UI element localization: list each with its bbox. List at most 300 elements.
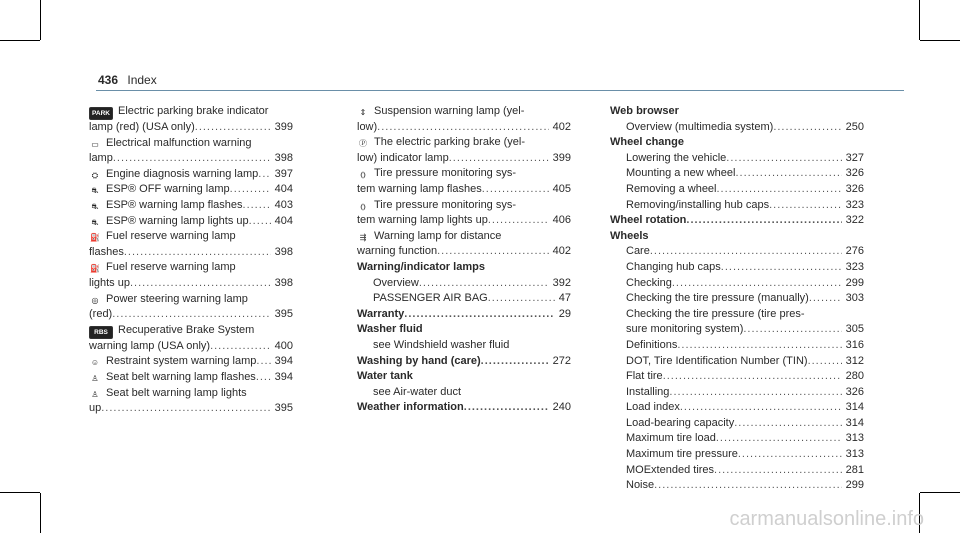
index-line [610,213,864,229]
page-ref: 272 [552,354,571,367]
index-entry [610,416,864,432]
entry-text: Care [626,245,650,258]
index-line [89,229,293,245]
page-ref: 29 [558,307,571,320]
entry-text: Suspension warning lamp (yel- [374,105,525,117]
index-line [357,354,571,370]
fuel-pump-icon: ⛽ [90,233,100,243]
entry-text: Load index [626,401,680,414]
entry-label [357,105,524,117]
tire-pressure-icon: ⦅⦆ [360,170,366,180]
index-entry [610,307,864,338]
index-line [357,260,571,276]
page-ref: 314 [845,416,864,429]
dot-leader [717,182,842,198]
entry-text: Removing/installing hub caps [626,198,770,211]
entry-label [626,151,726,167]
page-ref: 316 [845,338,864,351]
page-ref: 394 [274,370,293,383]
entry-label [357,230,501,242]
entry-text: Definitions [626,338,678,351]
entry-label [89,214,249,230]
entry-label [357,261,485,273]
index-entry [89,229,293,260]
crop-mark [40,0,41,40]
entry-label [626,308,805,320]
index-entry [357,104,571,135]
dot-leader [449,151,549,167]
entry-text: Fuel reserve warning lamp [106,261,236,274]
entry-text: see Windshield washer fluid [373,338,510,351]
entry-text: ESP® warning lamp lights up [106,214,249,227]
page-ref: 323 [845,260,864,273]
entry-text: Noise [626,479,655,492]
entry-label [89,324,254,336]
entry-label [357,182,482,198]
index-entry [610,104,864,120]
fuel-pump-icon: ⛽ [90,264,100,274]
esp-icon: ⛐ [91,217,99,227]
page-ref: 250 [845,120,864,133]
dot-leader [230,182,271,198]
header-rule [96,90,904,91]
index-line [357,307,571,323]
index-line [89,386,293,402]
entry-label [357,151,449,167]
page-ref: 281 [845,463,864,476]
entry-text: Electric parking brake indicator [118,105,269,117]
dot-leader [663,369,842,385]
tire-pressure-icon: ⦅⦆ [360,201,366,211]
dot-leader [437,244,549,260]
index-entry [357,276,571,292]
index-entry [89,370,293,386]
dot-leader [769,198,842,214]
index-line [357,400,571,416]
index-line [626,260,864,276]
entry-text: lamp [89,152,113,165]
page-number: 436 [98,73,119,87]
dot-leader [734,416,841,432]
entry-text: The electric parking brake (yel- [374,136,526,149]
crop-mark [0,492,40,493]
entry-label [357,307,404,323]
index-line [357,369,571,385]
index-line [610,135,864,151]
index-line [357,135,571,151]
entry-label [610,105,679,117]
index-column-2 [357,104,571,416]
index-line [626,322,864,338]
index-line [89,370,293,386]
entry-label [357,354,481,370]
entry-text: Tire pressure monitoring sys- [374,167,517,180]
index-entry [357,291,571,307]
entry-label [373,386,461,398]
index-entry [610,120,864,136]
page-ref: 399 [274,121,293,133]
entry-text: tem warning lamp lights up [357,214,488,227]
index-line [626,166,864,182]
index-line [89,276,293,292]
entry-text: Wheel rotation [610,214,687,227]
index-entry [610,244,864,260]
index-entry [610,182,864,198]
entry-label [89,137,252,149]
index-line [89,245,293,261]
index-line [626,478,864,494]
entry-label [610,230,649,242]
index-entry [357,198,571,229]
index-line [626,244,864,260]
entry-text: Power steering warning lamp [106,292,248,305]
entry-label [357,120,377,136]
index-entry [357,369,571,385]
entry-label [373,291,488,307]
index-line [626,369,864,385]
entry-text: Warning/indicator lamps [357,260,485,273]
entry-text: Installing [626,385,670,398]
index-entry [610,229,864,245]
dot-leader [726,151,841,167]
page-ref: 395 [274,308,293,321]
dot-leader [716,431,842,447]
index-line [89,354,293,370]
index-line [357,166,571,182]
entry-label [626,463,714,479]
dot-leader [773,120,841,136]
index-entry [89,182,293,198]
entry-label [626,338,677,354]
esp-icon: ⛐ [91,201,99,211]
entry-text: low) indicator lamp [357,151,449,164]
entry-text: Web browser [610,105,679,117]
index-column-1 [89,104,293,417]
crop-mark [920,492,960,493]
index-entry [89,323,293,355]
entry-label [89,387,247,399]
dot-leader [686,213,841,229]
index-entry [610,447,864,463]
page-header [98,73,157,87]
entry-text: ESP® warning lamp flashes [106,198,243,211]
index-column-3 [610,104,864,494]
entry-label [89,120,195,136]
entry-text: Electrical malfunction warning [106,136,252,149]
entry-text: Changing hub caps [626,260,721,273]
dot-leader [113,151,271,167]
entry-text: Seat belt warning lamp flashes [106,370,256,383]
page-ref: 326 [845,167,864,180]
index-line [89,167,293,183]
entry-text: Tire pressure monitoring sys- [374,198,517,211]
electrical-malfunction-icon: ▭ [91,139,99,149]
entry-label [626,166,735,182]
crop-mark [0,40,40,41]
index-line [610,104,864,120]
page-ref: 322 [845,214,864,227]
entry-label [626,385,669,401]
index-line [357,322,571,338]
dot-leader [714,463,842,479]
page-ref: 406 [552,214,571,227]
dot-leader [258,167,270,183]
page-ref: 314 [845,401,864,414]
page-ref: 323 [845,198,864,211]
entry-text: warning function [357,245,438,258]
index-entry [89,136,293,167]
dot-leader [419,276,549,292]
index-entry [610,213,864,229]
index-entry [610,276,864,292]
page-ref: 398 [274,245,293,258]
index-entry [357,166,571,197]
entry-label [610,136,684,148]
entry-label [357,213,488,229]
entry-label [626,447,738,463]
page-ref: 276 [845,245,864,258]
entry-label [626,416,734,432]
index-line [89,214,293,230]
seat-belt-icon: ♙ [91,389,99,399]
index-line [626,400,864,416]
index-line [89,182,293,198]
index-line [626,463,864,479]
entry-label [373,339,509,351]
page-ref: 400 [274,339,293,352]
index-line [626,431,864,447]
entry-text: Checking the tire pressure (tire pres- [626,307,805,320]
entry-text: lamp (red) (USA only) [89,121,195,133]
index-line [89,120,293,136]
index-line [357,213,571,229]
page-ref: 240 [552,401,571,414]
seat-belt-icon: ♙ [91,373,99,383]
page-ref: 392 [552,276,571,289]
entry-label [626,182,717,198]
index-line [89,104,293,120]
page-ref: 394 [274,355,293,368]
entry-text: warning lamp (USA only) [89,339,211,352]
index-line [89,292,293,308]
entry-text: Overview (multimedia system) [626,120,774,133]
index-entry [357,135,571,166]
entry-label [89,230,236,242]
entry-label [89,167,258,183]
index-line [626,182,864,198]
entry-text: Mounting a new wheel [626,167,736,180]
entry-label [626,478,654,494]
dot-leader [112,307,270,323]
entry-text: (red) [89,308,113,321]
index-line [626,338,864,354]
index-line [357,229,571,245]
entry-text: Seat belt warning lamp lights [106,386,247,399]
index-entry [610,354,864,370]
entry-label [626,354,808,370]
page-ref: 327 [845,151,864,164]
index-line [357,244,571,260]
index-line [373,291,571,307]
dot-leader [738,447,842,463]
index-entry [357,322,571,338]
entry-label [626,120,773,136]
dot-leader [481,354,549,370]
page-ref: 398 [274,152,293,165]
entry-text: PASSENGER AIR BAG [373,292,488,305]
index-line [373,385,571,401]
entry-text: Maximum tire load [626,432,716,445]
page-ref: 398 [274,276,293,289]
index-entry [357,400,571,416]
entry-label [89,151,113,167]
index-line [89,401,293,417]
page-ref: 395 [274,402,293,415]
entry-text: Warning lamp for distance [374,229,502,242]
index-line [626,198,864,214]
index-line [373,338,571,354]
page-ref: 313 [845,448,864,461]
dot-leader [256,370,271,386]
index-line [89,260,293,276]
dot-leader [249,214,271,230]
entry-label [357,244,437,260]
entry-label [626,431,716,447]
index-entry [610,385,864,401]
index-entry [357,385,571,401]
index-entry [89,354,293,370]
entry-text: Wheel change [610,136,684,149]
entry-text: Recuperative Brake System [118,323,255,336]
dot-leader [482,182,549,198]
crop-mark [920,40,960,41]
page-ref: 403 [274,198,293,211]
index-line [357,104,571,120]
page-ref: 299 [845,276,864,289]
entry-label [373,276,419,292]
entry-text: Warranty [357,307,405,320]
index-line [626,307,864,323]
index-line [89,198,293,214]
index-line [89,339,293,355]
index-line [357,120,571,136]
suspension-icon: ⇕ [359,108,367,117]
entry-text: Overview [373,276,419,289]
index-entry [89,214,293,230]
entry-text: MOExtended tires [626,463,715,476]
index-entry [610,166,864,182]
index-line [89,323,293,339]
entry-label [89,339,210,355]
entry-text: Load-bearing capacity [626,416,735,429]
index-line [626,385,864,401]
index-line [89,151,293,167]
index-entry [610,151,864,167]
dot-leader [404,307,554,323]
index-entry [89,260,293,291]
dot-leader [721,260,842,276]
page-ref: 397 [274,167,293,180]
index-entry [357,338,571,354]
entry-text: flashes [89,245,124,258]
dot-leader [256,354,270,370]
entry-label [626,291,809,307]
dot-leader [124,245,271,261]
entry-label [89,105,268,117]
entry-label [357,136,525,148]
rbs-icon: RBS [89,326,113,339]
dot-leader [735,166,841,182]
entry-text: Fuel reserve warning lamp [106,230,236,243]
index-entry [89,104,293,136]
entry-label [89,198,243,214]
index-line [357,182,571,198]
entry-text: low) [357,120,378,133]
page-ref: 405 [552,182,571,195]
entry-label [626,369,663,385]
entry-text: lights up [89,276,130,289]
entry-label [89,261,236,273]
entry-text: ESP® OFF warning lamp [106,183,230,196]
index-entry [610,463,864,479]
entry-text: Checking [626,276,672,289]
entry-label [89,401,101,417]
entry-text: DOT, Tire Identification Number (TIN) [626,354,808,367]
dot-leader [195,120,271,136]
dot-leader [101,401,270,417]
index-line [373,276,571,292]
index-entry [89,167,293,183]
page-ref: 47 [558,292,571,305]
index-entry [89,292,293,323]
entry-text: Maximum tire pressure [626,448,738,461]
page-ref: 404 [274,214,293,227]
page-ref: 402 [552,245,571,258]
restraint-system-icon: ☺ [90,358,100,368]
entry-text: Water tank [357,370,413,383]
entry-label [610,213,686,229]
dot-leader [672,276,842,292]
index-entry [610,478,864,494]
entry-label [89,354,256,370]
entry-text: sure monitoring system) [626,323,744,336]
entry-label [626,260,721,276]
entry-label [626,198,769,214]
entry-label [357,167,516,179]
distance-warning-icon: ⇶ [359,232,367,242]
engine-icon: ⛭ [91,170,99,180]
index-line [626,291,864,307]
entry-text: Wheels [610,229,649,242]
page-ref: 326 [845,385,864,398]
dot-leader [488,291,555,307]
index-line [626,416,864,432]
index-entry [610,198,864,214]
entry-text: Removing a wheel [626,182,717,195]
entry-text: see Air-water duct [373,385,462,398]
index-entry [610,431,864,447]
dot-leader [808,354,842,370]
index-line [626,447,864,463]
entry-label [626,276,672,292]
park-icon: PARK [89,107,113,120]
entry-label [89,276,130,292]
index-entry [610,338,864,354]
index-entry [89,198,293,214]
page-ref: 399 [552,151,571,164]
index-entry [357,354,571,370]
entry-text: tem warning lamp flashes [357,182,482,195]
